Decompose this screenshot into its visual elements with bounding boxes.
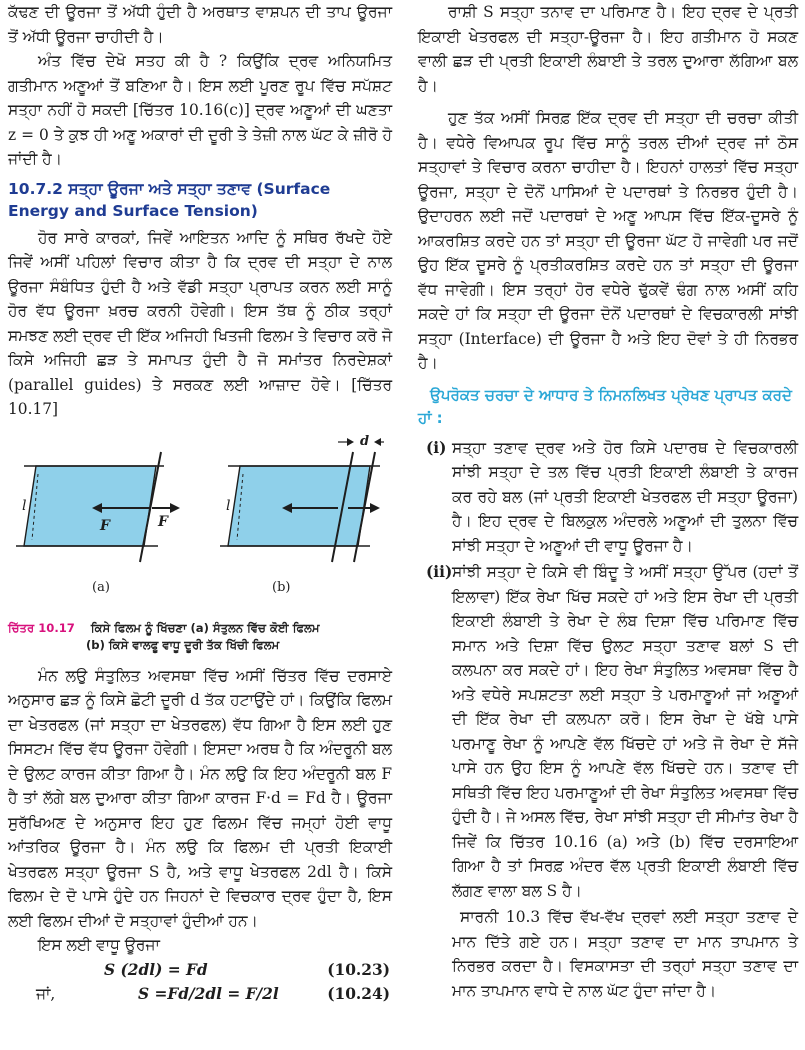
paragraph-continuation: ਕੱਢਣ ਦੀ ਊਰਜਾ ਤੋਂ ਅੱਧੀ ਹੁੰਦੀ ਹੈ ਅਰਥਾਤ ਵਾਸ਼ਪਨ ਦੀ ਤਾਪ ਊਰਜਾ ਤੋਂ ਅੱਧੀ ਊਰਜਾ ਚਾਹੀਦੀ ਹੈ। (8, 3, 392, 46)
label-d-b: d (360, 433, 370, 449)
film-panel-a (16, 452, 180, 562)
list-item-text: ਸਤ੍ਹਾ ਤਣਾਵ ਦ੍ਰਵ ਅਤੇ ਹੋਰ ਕਿਸੇ ਪਦਾਰਥ ਦੇ ਵਿਚਕਾਰਲੀ ਸਾਂਝੀ ਸਤ੍ਹਾ ਦੇ ਤਲ ਵਿੱਚ ਪ੍ਰਤੀ ਇਕਾਈ ਲੰਬਾਈ ਤੇ ਕਾਰਜ ਕਰ ਰਹੇ ਬਲ (ਜਾਂ ਪ੍ਰਤੀ ਇਕਾਈ ਖੇਤਰਫਲ ਦੀ ਸਤ੍ਹਾ ਊਰਜਾ) ਹੈ। ਇਹ ਦ੍ਰਵ ਦੇ ਬਿਲਕੁਲ ਅੰਦਰਲੇ ਅਣੂਆਂ ਦੀ ਤੁਲਨਾ ਵਿੱਚ ਸਾਂਝੀ ਸਤ੍ਹਾ ਦੇ ਅਣੂਆਂ ਦੀ ਵਾਧੂ ਊਰਜਾ ਹੈ। (452, 438, 798, 555)
list-marker: (ii) (426, 563, 453, 581)
equation-number: (10.23) (327, 960, 390, 979)
equation-text: S =Fd/2dl = F/2l (138, 985, 279, 1003)
figure-caption-line2: (b) ਕਿਸੇ ਵਾਲਫੂ ਵਾਧੂ ਦੂਰੀ ਤੱਕ ਖਿੱਚੀ ਫਿਲਮ (86, 637, 280, 652)
film-diagram (8, 428, 392, 578)
list-item-text: ਸਾਂਝੀ ਸਤ੍ਹਾ ਦੇ ਕਿਸੇ ਵੀ ਬਿੰਦੂ ਤੇ ਅਸੀਂ ਸਤ੍ਹਾ ਉੱਪਰ (ਹਦਾਂ ਤੋਂ ਇਲਾਵਾ) ਇੱਕ ਰੇਖਾ ਖਿੱਚ ਸਕਦੇ ਹਾਂ ਅਤੇ ਇਸ ਰੇਖਾ ਦੀ ਪ੍ਰਤੀ ਇਕਾਈ ਲੰਬਾਈ ਤੇ ਰੇਖਾ ਦੇ ਲੰਬ ਦਿਸ਼ਾ ਵਿੱਚ ਪਰਿਮਾਣ ਵਿੱਚ ਸਮਾਨ ਅਤੇ ਦਿਸ਼ਾ ਵਿੱਚ ਉਲਟ ਸਤ੍ਹਾ ਤਣਾਵ ਬਲਾਂ S ਦੀ ਕਲਪਨਾ ਕਰ ਸਕਦੇ ਹਾਂ। ਇਹ ਰੇਖਾ ਸੰਤੁਲਿਤ ਅਵਸਥਾ ਵਿੱਚ ਹੈ ਅਤੇ ਵਧੇਰੇ ਸਪਸ਼ਟਤਾ ਲਈ ਸਤ੍ਹਾ ਤੇ ਪਰਮਾਣੂਆਂ ਜਾਂ ਅਣੂਆਂ ਦੀ ਇੱਕ ਰੇਖਾ ਦੀ ਕਲਪਨਾ ਕਰੋ। ਇਸ ਰੇਖਾ ਦੇ ਖੱਬੇ ਪਾਸੇ ਪਰਮਾਣੂ ਰੇਖਾ ਨੂੰ ਆਪਣੇ ਵੱਲ ਖਿੱਚਦੇ ਹਾਂ ਅਤੇ ਜੋ ਰੇਖਾ ਦੇ ਸੱਜੇ ਪਾਸੇ ਹਨ ਉਹ ਇਸ ਨੂੰ ਆਪਣੇ ਵੱਲ ਖਿੱਚਦੇ ਹਨ। ਤਣਾਵ ਦੀ ਸਥਿਤੀ ਵਿੱਚ ਇਹ ਪਰਮਾਣੂਆਂ ਦੀ ਰੇਖਾ ਸੰਤੁਲਿਤ ਅਵਸਥਾ ਵਿੱਚ ਹੁੰਦੀ ਹੈ। ਜੇ ਅਸਲ ਵਿੱਚ, ਰੇਖਾ ਸਾਂਝੀ ਸਤ੍ਹਾ ਦੀ ਸੀਮਾਂਤ ਰੇਖਾ ਹੈ ਜਿਵੇਂ ਕਿ ਚਿੱਤਰ 10.16 (a) ਅਤੇ (b) ਵਿੱਚ ਦਰਸਾਇਆ ਗਿਆ ਹੈ ਤਾਂ ਸਿਰਫ਼ ਅੰਦਰ ਵੱਲ ਪ੍ਰਤੀ ਇਕਾਈ ਲੰਬਾਈ ਵਿੱਚ ਲੱਗਣ ਵਾਲਾ ਬਲ S ਹੈ। (452, 563, 798, 900)
equation-10-24 (8, 982, 392, 1007)
paragraph-extra-energy: ਇਸ ਲਈ ਵਾਧੂ ਊਰਜਾ (38, 936, 160, 954)
list-marker: (i) (426, 438, 447, 457)
list-item (418, 436, 798, 559)
paragraph-interface: ਹੁਣ ਤੱਕ ਅਸੀਂ ਸਿਰਫ਼ ਇੱਕ ਦ੍ਰਵ ਦੀ ਸਤ੍ਹਾ ਦੀ ਚਰਚਾ ਕੀਤੀ ਹੈ। ਵਧੇਰੇ ਵਿਆਪਕ ਰੂਪ ਵਿੱਚ ਸਾਨੂੰ ਤਰਲ ਦੀਆਂ ਦ੍ਰਵ ਜਾਂ ਠੋਸ ਸਤ੍ਹਾਵਾਂ ਤੇ ਵਿਚਾਰ ਕਰਨਾ ਚਾਹੀਦਾ ਹੈ। ਇਹਨਾਂ ਹਾਲਤਾਂ ਵਿੱਚ ਸਤ੍ਹਾ ਊਰਜਾ, ਸਤ੍ਹਾ ਦੇ ਦੋਨੋਂ ਪਾਸਿਆਂ ਦੇ ਪਦਾਰਥਾਂ ਤੇ ਨਿਰਭਰ ਹੁੰਦੀ ਹੈ। ਉਦਾਹਰਨ ਲਈ ਜਦੋਂ ਪਦਾਰਥਾਂ ਦੇ ਅਣੂ ਆਪਸ ਵਿੱਚ ਇੱਕ-ਦੂਸਰੇ ਨੂੰ ਆਕਰਸ਼ਿਤ ਕਰਦੇ ਹਨ ਤਾਂ ਸਤ੍ਹਾ ਦੀ ਊਰਜਾ ਘੱਟ ਹੋ ਜਾਵੇਗੀ ਪਰ ਜਦੋਂ ਉਹ ਇੱਕ ਦੂਸਰੇ ਨੂੰ ਪ੍ਰਤੀਕਰਸ਼ਿਤ ਕਰਦੇ ਹਨ ਤਾਂ ਸਤ੍ਹਾ ਦੀ ਊਰਜਾ ਵੱਧ ਜਾਵੇਗੀ। ਇਸ ਤਰ੍ਹਾਂ ਹੋਰ ਵਧੇਰੇ ਢੁੱਕਵੇਂ ਢੰਗ ਨਾਲ ਅਸੀਂ ਕਹਿ ਸਕਦੇ ਹਾਂ ਕਿ ਸਤ੍ਹਾ ਦੀ ਊਰਜਾ ਦੋਨੋਂ ਪਦਾਰਥਾਂ ਦੇ ਵਿਚਕਾਰਲੀ ਸਾਂਝੀ ਸਤ੍ਹਾ (Interface) ਦੀ ਊਰਜਾ ਹੈ ਅਤੇ ਇਹ ਦੋਵਾਂ ਤੇ ਹੀ ਨਿਰਭਰ ਹੈ। (418, 109, 798, 372)
left-column (8, 0, 392, 1007)
label-F-a-right: F (158, 513, 168, 530)
paragraph-film-intro: ਹੋਰ ਸਾਰੇ ਕਾਰਕਾਂ, ਜਿਵੇਂ ਆਇਤਨ ਆਦਿ ਨੂੰ ਸਥਿਰ ਰੱਖਦੇ ਹੋਏ ਜਿਵੇਂ ਅਸੀਂ ਪਹਿਲਾਂ ਵਿਚਾਰ ਕੀਤਾ ਹੈ ਕਿ ਦ੍ਰਵ ਦੀ ਸਤ੍ਹਾ ਦੇ ਨਾਲ ਊਰਜਾ ਸੰਬੰਧਿਤ ਹੁੰਦੀ ਹੈ ਅਤੇ ਵੱਡੀ ਸਤ੍ਹਾ ਪ੍ਰਾਪਤ ਕਰਨ ਲਈ ਸਾਨੂੰ ਹੋਰ ਵੱਧ ਊਰਜਾ ਖ਼ਰਚ ਕਰਨੀ ਹੋਵੇਗੀ। ਇਸ ਤੱਥ ਨੂੰ ਠੀਕ ਤਰ੍ਹਾਂ ਸਮਝਣ ਲਈ ਦ੍ਰਵ ਦੀ ਇੱਕ ਅਜਿਹੀ ਖਿਤਜੀ ਫਿਲਮ ਤੇ ਵਿਚਾਰ ਕਰੋ ਜੋ ਕਿਸੇ ਅਜਿਹੀ ਛੜ ਤੇ ਸਮਾਪਤ ਹੁੰਦੀ ਹੈ ਜੋ ਸਮਾਂਤਰ ਨਿਰਦੇਸ਼ਕਾਂ (parallel guides) ਤੇ ਸਰਕਣ ਲਈ ਆਜ਼ਾਦ ਹੋਵੇ। [ਚਿੱਤਰ 10.17] (8, 228, 392, 418)
figure-10-17 (8, 428, 392, 620)
list-item (418, 560, 798, 903)
equation-number: (10.24) (327, 985, 390, 1003)
label-panel-a: (a) (92, 579, 110, 595)
observations-heading: ਉਪਰੋਕਤ ਚਰਚਾ ਦੇ ਆਧਾਰ ਤੇ ਨਿਮਨਲਿਖਤ ਪ੍ਰੇਖਣ ਪ੍ਰਾਪਤ ਕਰਦੇ ਹਾਂ : (418, 385, 792, 427)
paragraph-table-ref: ਸਾਰਨੀ 10.3 ਵਿੱਚ ਵੱਖ-ਵੱਖ ਦ੍ਰਵਾਂ ਲਈ ਸਤ੍ਹਾ ਤਣਾਵ ਦੇ ਮਾਨ ਦਿੱਤੇ ਗਏ ਹਨ। ਸਤ੍ਹਾ ਤਣਾਵ ਦਾ ਮਾਨ ਤਾਪਮਾਨ ਤੇ ਨਿਰਭਰ ਕਰਦਾ ਹੈ। ਵਿਸਕਾਸਤਾ ਦੀ ਤਰ੍ਹਾਂ ਸਤ੍ਹਾ ਤਣਾਵ ਦਾ ਮਾਨ ਤਾਪਮਾਨ ਵਾਧੇ ਦੇ ਨਾਲ ਘੱਟ ਹੁੰਦਾ ਜਾਂਦਾ ਹੈ। (452, 908, 798, 1000)
section-heading: 10.7.2 ਸਤ੍ਹਾ ਊਰਜਾ ਅਤੇ ਸਤ੍ਹਾ ਤਣਾਵ (Surface Energy and Surface Tension) (8, 179, 331, 220)
figure-caption (8, 620, 392, 654)
paragraph-derivation: ਮੰਨ ਲਉ ਸੰਤੁਲਿਤ ਅਵਸਥਾ ਵਿੱਚ ਅਸੀਂ ਚਿੱਤਰ ਵਿੱਚ ਦਰਸਾਏ ਅਨੁਸਾਰ ਛੜ ਨੂੰ ਕਿਸੇ ਛੋਟੀ ਦੂਰੀ d ਤੱਕ ਹਟਾਉਂਦੇ ਹਾਂ। ਕਿਉਂਕਿ ਫਿਲਮ ਦਾ ਖੇਤਰਫਲ (ਜਾਂ ਸਤ੍ਹਾ ਦਾ ਖੇਤਰਫਲ) ਵੱਧ ਗਿਆ ਹੈ ਇਸ ਲਈ ਹੁਣ ਸਿਸਟਮ ਵਿੱਚ ਵੱਧ ਊਰਜਾ ਹੋਵੇਗੀ। ਇਸਦਾ ਅਰਥ ਹੈ ਕਿ ਅੰਦਰੂਨੀ ਬਲ ਦੇ ਉਲਟ ਕਾਰਜ ਕੀਤਾ ਗਿਆ ਹੈ। ਮੰਨ ਲਉ ਕਿ ਇਹ ਅੰਦਰੂਨੀ ਬਲ F ਹੈ ਤਾਂ ਲੱਗੇ ਬਲ ਦੁਆਰਾ ਕੀਤਾ ਗਿਆ ਕਾਰਜ F·d = Fd ਹੈ। ਊਰਜਾ ਸੁਰੱਖਿਅਣ ਦੇ ਅਨੁਸਾਰ ਇਹ ਹੁਣ ਫਿਲਮ ਵਿੱਚ ਜਮ੍ਹਾਂ ਹੋਈ ਵਾਧੂ ਆਂਤਰਿਕ ਊਰਜਾ ਹੈ। ਮੰਨ ਲਉ ਕਿ ਫਿਲਮ ਦੀ ਪ੍ਰਤੀ ਇਕਾਈ ਖੇਤਰਫਲ ਸਤ੍ਹਾ ਊਰਜਾ S ਹੈ, ਅਤੇ ਵਾਧੂ ਖੇਤਰਫਲ 2dl ਹੈ। ਕਿਸੇ ਫਿਲਮ ਦੇ ਦੋ ਪਾਸੇ ਹੁੰਦੇ ਹਨ ਜਿਹਨਾਂ ਦੇ ਵਿਚਕਾਰ ਦ੍ਰਵ ਹੁੰਦਾ ਹੈ, ਇਸ ਲਈ ਫਿਲਮ ਦੀਆਂ ਦੋ ਸਤ੍ਹਾਵਾਂ ਹੁੰਦੀਆਂ ਹਨ। (8, 666, 392, 930)
label-l-a: l (22, 497, 27, 514)
equation-prefix: ਜਾਂ, (36, 985, 56, 1003)
figure-number: ਚਿੱਤਰ 10.17 (8, 620, 75, 635)
equation-text: S (2dl) = Fd (104, 960, 208, 979)
figure-caption-line1: ਕਿਸੇ ਫਿਲਮ ਨੂੰ ਖਿੱਚਣਾ (a) ਸੰਤੁਲਨ ਵਿੱਚ ਕੋਈ ਫਿਲਮ (90, 620, 320, 635)
right-column (418, 0, 798, 1003)
paragraph-quantity-S: ਰਾਸ਼ੀ S ਸਤ੍ਹਾ ਤਨਾਵ ਦਾ ਪਰਿਮਾਣ ਹੈ। ਇਹ ਦ੍ਰਵ ਦੇ ਪ੍ਰਤੀ ਇਕਾਈ ਖੇਤਰਫਲ ਦੀ ਸਤ੍ਹਾ-ਊਰਜਾ ਹੈ। ਇਹ ਗਤੀਮਾਨ ਹੋ ਸਕਣ ਵਾਲੀ ਛੜ ਦੀ ਪ੍ਰਤੀ ਇਕਾਈ ਲੰਬਾਈ ਤੇ ਤਰਲ ਦੁਆਰਾ ਲੱਗਿਆ ਬਲ ਹੈ। (418, 3, 798, 95)
film-panel-b (220, 438, 384, 562)
paragraph-surface: ਅੰਤ ਵਿੱਚ ਦੇਖੋ ਸਤਹ ਕੀ ਹੈ ? ਕਿਉਂਕਿ ਦ੍ਰਵ ਅਨਿਯਮਿਤ ਗਤੀਮਾਨ ਅਣੂਆਂ ਤੋਂ ਬਣਿਆ ਹੈ। ਇਸ ਲਈ ਪੂਰਣ ਰੂਪ ਵਿੱਚ ਸਪੱਸ਼ਟ ਸਤ੍ਹਾ ਨਹੀਂ ਹੋ ਸਕਦੀ [ਚਿੱਤਰ 10.16(c)] ਦ੍ਰਵ ਅਣੂਆਂ ਦੀ ਘਣਤਾ z = 0 ਤੇ ਕੁਝ ਹੀ ਅਣੂ ਅਕਾਰਾਂ ਦੀ ਦੂਰੀ ਤੇ ਤੇਜ਼ੀ ਨਾਲ ਘੱਟ ਕੇ ਜ਼ੀਰੋ ਹੋ ਜਾਂਦੀ ਹੈ। (8, 52, 392, 168)
label-F-a: F (100, 517, 110, 534)
label-panel-b: (b) (272, 579, 291, 595)
equation-10-23 (8, 958, 392, 983)
label-l-b: l (226, 497, 231, 514)
